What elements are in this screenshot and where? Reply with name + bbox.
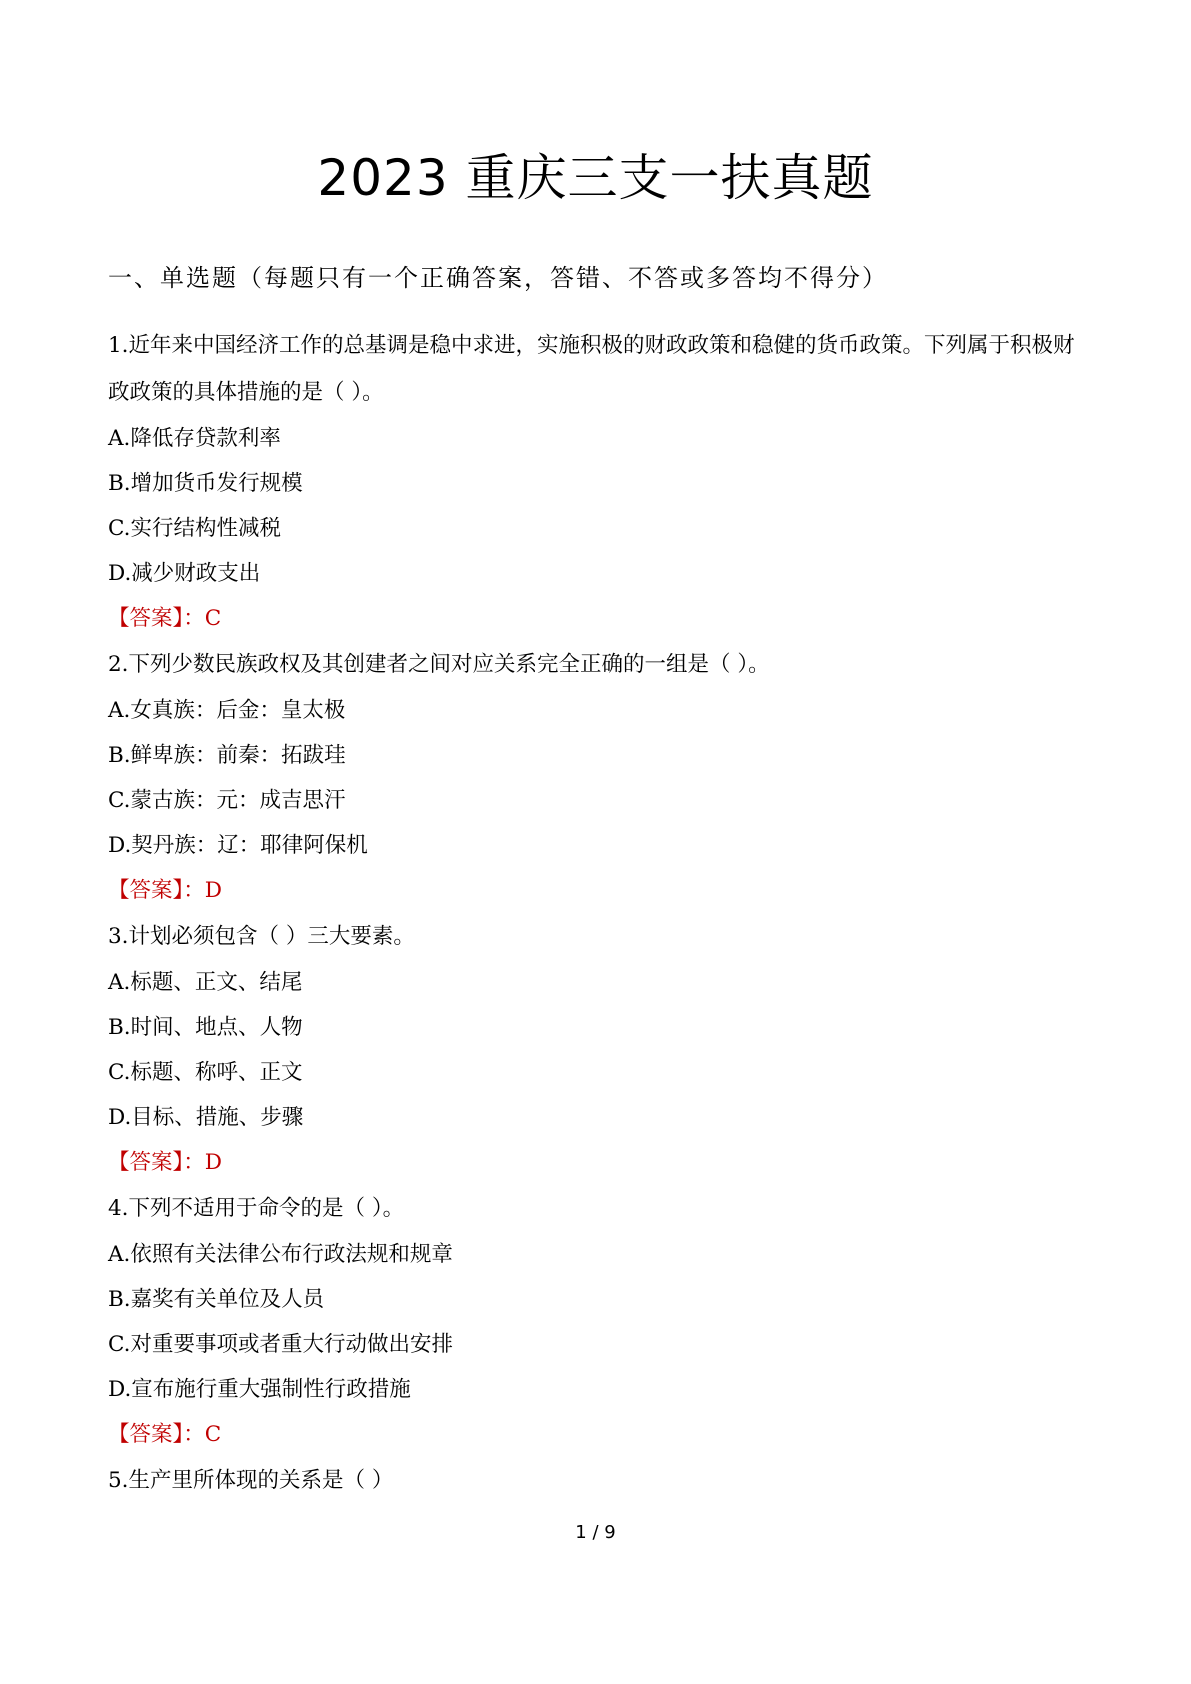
option-c: C.蒙古族：元：成吉思汗 xyxy=(108,788,346,813)
question-text: 4.下列不适用于命令的是（ ）。 xyxy=(108,1196,405,1221)
document-title: 2023 重庆三支一扶真题 xyxy=(317,149,874,207)
option-a: A.依照有关法律公布行政法规和规章 xyxy=(108,1242,453,1267)
option-a: A.降低存贷款利率 xyxy=(108,426,281,451)
section-heading: 一、单选题（每题只有一个正确答案，答错、不答或多答均不得分） xyxy=(108,264,888,292)
question-1 xyxy=(108,322,1093,641)
answer: 【答案】：D xyxy=(108,878,222,903)
option-b: B.嘉奖有关单位及人员 xyxy=(108,1287,325,1312)
page-number: 1 / 9 xyxy=(575,1522,616,1543)
option-a: A.女真族：后金：皇太极 xyxy=(108,698,346,723)
option-d: D.契丹族：辽：耶律阿保机 xyxy=(108,833,368,858)
question-5 xyxy=(108,1457,1093,1504)
option-c: C.实行结构性减税 xyxy=(108,516,282,541)
question-text: 1.近年来中国经济工作的总基调是稳中求进，实施积极的财政政策和稳健的货币政策。下列属于积极财政政策的具体措施的是（ ）。 xyxy=(108,333,1075,405)
question-list xyxy=(108,322,1093,1504)
option-c: C.对重要事项或者重大行动做出安排 xyxy=(108,1332,454,1357)
question-2 xyxy=(108,641,1093,913)
option-b: B.鲜卑族：前秦：拓跋珪 xyxy=(108,743,346,768)
option-d: D.目标、措施、步骤 xyxy=(108,1105,304,1130)
question-4 xyxy=(108,1185,1093,1457)
option-b: B.增加货币发行规模 xyxy=(108,471,303,496)
answer: 【答案】：D xyxy=(108,1150,222,1175)
option-d: D.减少财政支出 xyxy=(108,561,261,586)
option-a: A.标题、正文、结尾 xyxy=(108,970,303,995)
question-text: 3.计划必须包含（ ）三大要素。 xyxy=(108,924,415,949)
question-text: 2.下列少数民族政权及其创建者之间对应关系完全正确的一组是（ ）。 xyxy=(108,652,770,677)
question-text: 5.生产里所体现的关系是（ ） xyxy=(108,1468,394,1493)
option-c: C.标题、称呼、正文 xyxy=(108,1060,303,1085)
answer: 【答案】：C xyxy=(108,1422,222,1447)
answer: 【答案】：C xyxy=(108,606,222,631)
option-d: D.宣布施行重大强制性行政措施 xyxy=(108,1377,411,1402)
option-b: B.时间、地点、人物 xyxy=(108,1015,303,1040)
question-3 xyxy=(108,913,1093,1185)
